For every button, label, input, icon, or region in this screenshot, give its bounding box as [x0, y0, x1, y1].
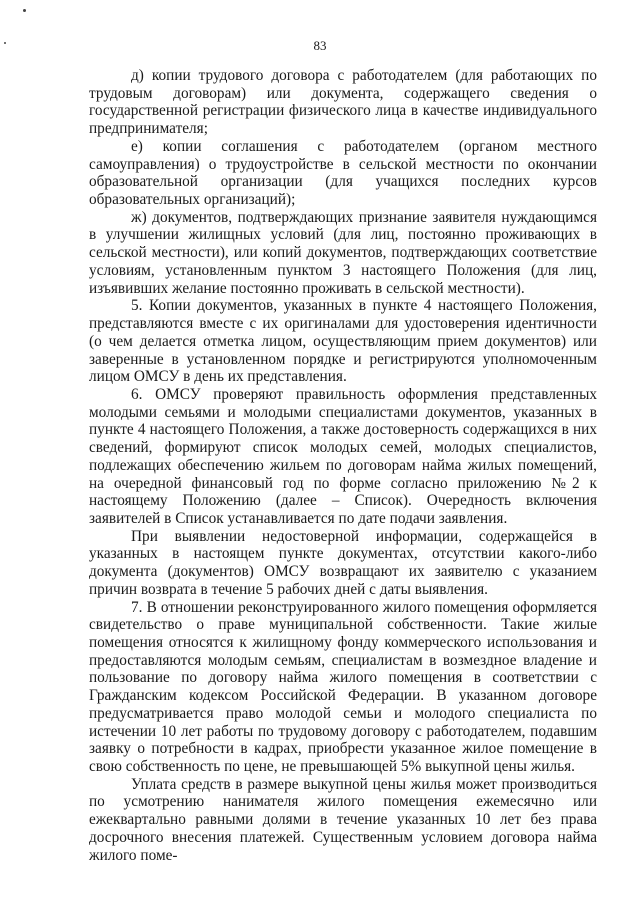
paragraph-clause-5: 5. Копии документов, указанных в пункте 4 настоящего Положения, представляются вместе с их оригиналами для удостоверения идентичности (о чем делается отметка лицом, осуществляющим прием документов) или заверенные в установленном порядке и регистрируются уполномоченным лицом ОМСУ в день их представления.	[89, 297, 597, 386]
paragraph-item-d: д) копии трудового договора с работодателем (для работающих по трудовым договорам) или документа, содержащего сведения о государственной регистрации физического лица в качестве индивидуального предпринимателя;	[89, 67, 597, 138]
page-number: 83	[313, 38, 327, 53]
paragraph-payment: Уплата средств в размере выкупной цены жилья может производиться по усмотрению нанимателя жилого помещения ежемесячно или ежеквартально равными долями в течение указанных 10 лет без права досрочного внесения платежей. Существенным условием договора найма жилого поме-	[89, 775, 597, 864]
paragraph-item-e: е) копии соглашения с работодателем (органом местного самоуправления) о трудоустройстве в сельской местности по окончании образовательной организации (для учащихся последних курсов образовательных организаций);	[89, 137, 597, 209]
paragraph-clause-6: 6. ОМСУ проверяют правильность оформления представленных молодыми семьями и молодыми специалистами документов, указанных в пункте 4 настоящего Положения, а также достоверность содержащихся в них сведений, формируют список молодых семей, молодых специалистов, подлежащих обеспечению жильем по договорам найма жилых помещений, на очередной финансовый год по форме согласно приложению №2 к настоящему Положению (далее – Список). Очередность включения заявителей в Список устанавливается по дате подачи заявления.	[89, 385, 597, 527]
paragraph-clause-7: 7. В отношении реконструированного жилого помещения оформляется свидетельство о праве муниципальной собственности. Такие жилые помещения относятся к жилищному фонду коммерческого использования и предоставляются молодым семьям, специалистам в возмездное владение и пользование по договору найма жилого помещения в соответствии с Гражданским кодексом Российской Федерации. В указанном договоре предусматривается право молодой семьи и молодого специалиста по истечении 10 лет работы по трудовому договору с работодателем, подавшим заявку о потребности в кадрах, приобрести указанное жилое помещение в свою собственность по цене, не превышающей 5% выкупной цены жилья.	[89, 598, 597, 776]
paragraph-clause-6-continued: При выявлении недостоверной информации, содержащейся в указанных в настоящем пункте документах, отсутствии какого-либо документа (документов) ОМСУ возвращают их заявителю с указанием причин возврата в течение 5 рабочих дней с даты выявления.	[89, 527, 597, 598]
paragraph-item-zh: ж) документов, подтверждающих признание заявителя нуждающимся в улучшении жилищных условий (для лиц, постоянно проживающих в сельской местности), или копий документов, подтверждающих соответствие условиям, установленным пунктом 3 настоящего Положения (для лиц, изъявивших желание постоянно проживать в сельской местности).	[89, 208, 597, 297]
document-body	[89, 67, 597, 864]
scan-speck	[23, 9, 26, 12]
